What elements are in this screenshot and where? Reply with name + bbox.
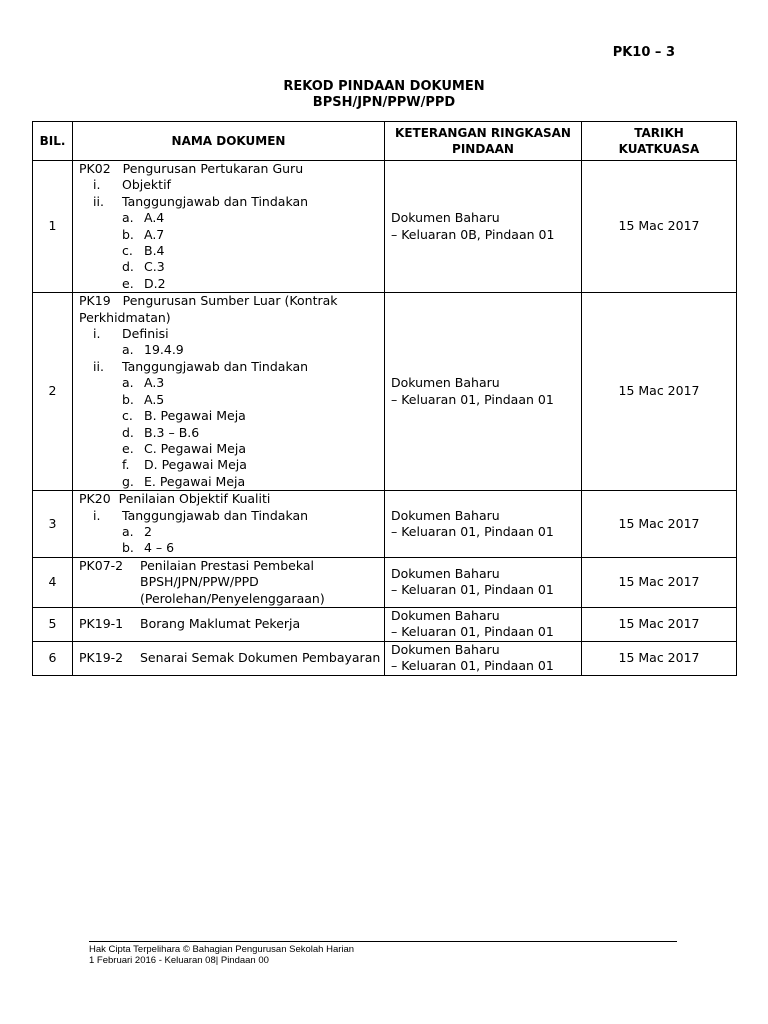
cell-tarikh: 15 Mac 2017 <box>582 607 737 641</box>
sub-marker: f. <box>122 457 130 473</box>
keterangan-line-1: Dokumen Baharu <box>391 607 500 623</box>
amendment-record-table <box>32 121 737 676</box>
sub-marker: d. <box>122 259 134 275</box>
list-item: Objektif <box>122 177 171 193</box>
doc-title-line: Penilaian Prestasi Pembekal <box>140 557 314 573</box>
cell-nama-dokumen <box>73 161 385 293</box>
cell-nama-dokumen <box>73 607 385 641</box>
cell-bil: 4 <box>33 557 73 607</box>
doc-title-line: (Perolehan/Penyelenggaraan) <box>140 590 325 606</box>
cell-tarikh: 15 Mac 2017 <box>582 491 737 558</box>
header-keterangan <box>385 122 582 161</box>
cell-tarikh: 15 Mac 2017 <box>582 557 737 607</box>
cell-nama-dokumen <box>73 491 385 558</box>
list-item: Definisi <box>122 326 169 342</box>
sub-marker: c. <box>122 408 133 424</box>
table-row <box>33 607 737 641</box>
cell-bil: 3 <box>33 491 73 558</box>
sub-item: D. Pegawai Meja <box>144 457 247 473</box>
keterangan-line-1: Dokumen Baharu <box>391 641 500 657</box>
header-keterangan-line-2: PINDAAN <box>452 142 514 156</box>
keterangan-line-2: – Keluaran 0B, Pindaan 01 <box>391 226 555 242</box>
sub-marker: e. <box>122 440 134 456</box>
sub-marker: b. <box>122 540 134 556</box>
cell-nama-dokumen <box>73 557 385 607</box>
table-header-row <box>33 122 737 161</box>
keterangan-line-1: Dokumen Baharu <box>391 507 500 523</box>
sub-marker: c. <box>122 243 133 259</box>
keterangan-line-2: – Keluaran 01, Pindaan 01 <box>391 582 554 598</box>
keterangan-line-1: Dokumen Baharu <box>391 375 500 391</box>
cell-keterangan <box>385 293 582 491</box>
header-nama-dokumen: NAMA DOKUMEN <box>73 122 385 161</box>
cell-keterangan <box>385 161 582 293</box>
header-keterangan-line-1: KETERANGAN RINGKASAN <box>395 125 571 140</box>
cell-keterangan <box>385 491 582 558</box>
sub-item: C.3 <box>144 259 165 275</box>
sub-marker: a. <box>122 342 134 358</box>
list-marker: i. <box>93 326 101 342</box>
sub-item: 4 – 6 <box>144 540 175 556</box>
header-tarikh-line-1: TARIKH <box>634 125 684 140</box>
document-title <box>0 79 768 111</box>
header-bil: BIL. <box>33 122 73 161</box>
sub-marker: b. <box>122 226 134 242</box>
sub-marker: b. <box>122 391 134 407</box>
sub-item: C. Pegawai Meja <box>144 440 246 456</box>
table-row <box>33 557 737 607</box>
table-row <box>33 293 737 491</box>
cell-keterangan <box>385 641 582 675</box>
doc-title: Borang Maklumat Pekerja <box>140 616 301 632</box>
sub-marker: a. <box>122 523 134 539</box>
keterangan-line-2: – Keluaran 01, Pindaan 01 <box>391 523 554 539</box>
keterangan-line-2: – Keluaran 01, Pindaan 01 <box>391 391 554 407</box>
doc-title: Pengurusan Pertukaran Guru <box>122 161 304 176</box>
doc-title: Senarai Semak Dokumen Pembayaran <box>140 649 381 665</box>
keterangan-line-2: – Keluaran 01, Pindaan 01 <box>391 624 554 640</box>
list-marker: i. <box>93 177 101 193</box>
sub-item: D.2 <box>144 275 166 291</box>
doc-title-continued: Perkhidmatan) <box>79 309 171 325</box>
sub-item: E. Pegawai Meja <box>144 473 246 489</box>
cell-bil: 5 <box>33 607 73 641</box>
title-line-1: REKOD PINDAAN DOKUMEN <box>283 79 485 94</box>
header-tarikh <box>582 122 737 161</box>
doc-code: PK19-1 <box>79 616 124 632</box>
cell-bil: 2 <box>33 293 73 491</box>
sub-item: A.3 <box>144 375 165 391</box>
keterangan-line-1: Dokumen Baharu <box>391 565 500 581</box>
sub-marker: a. <box>122 210 134 226</box>
doc-code: PK07-2 <box>79 557 124 573</box>
cell-tarikh: 15 Mac 2017 <box>582 161 737 293</box>
list-marker: ii. <box>93 358 104 374</box>
doc-code: PK20 <box>79 491 111 507</box>
sub-item: 19.4.9 <box>144 342 184 358</box>
sub-marker: a. <box>122 375 134 391</box>
doc-title-line: BPSH/JPN/PPW/PPD <box>140 574 259 590</box>
sub-item: A.4 <box>144 210 165 226</box>
list-marker: ii. <box>93 193 104 209</box>
sub-item: B.3 – B.6 <box>144 424 200 440</box>
page-footer <box>89 941 677 966</box>
cell-bil: 6 <box>33 641 73 675</box>
list-item: Tanggungjawab dan Tindakan <box>122 193 309 209</box>
keterangan-line-1: Dokumen Baharu <box>391 210 500 226</box>
cell-bil: 1 <box>33 161 73 293</box>
cell-nama-dokumen <box>73 641 385 675</box>
cell-keterangan <box>385 607 582 641</box>
doc-code: PK19 <box>79 293 111 309</box>
doc-title: Penilaian Objektif Kualiti <box>118 491 271 507</box>
table-row <box>33 161 737 293</box>
sub-item: B. Pegawai Meja <box>144 408 246 424</box>
sub-marker: d. <box>122 424 134 440</box>
sub-marker: e. <box>122 275 134 291</box>
document-code: PK10 – 3 <box>612 45 675 60</box>
title-line-2: BPSH/JPN/PPW/PPD <box>312 95 456 110</box>
sub-item: A.5 <box>144 391 165 407</box>
sub-item: B.4 <box>144 243 165 259</box>
revision-line: 1 Februari 2016 - Keluaran 08| Pindaan 00 <box>89 955 269 966</box>
doc-code: PK02 <box>79 161 111 176</box>
doc-title: Pengurusan Sumber Luar (Kontrak <box>122 293 338 309</box>
cell-nama-dokumen <box>73 293 385 491</box>
sub-item: A.7 <box>144 226 165 242</box>
table-row <box>33 641 737 675</box>
keterangan-line-2: – Keluaran 01, Pindaan 01 <box>391 658 554 674</box>
cell-tarikh: 15 Mac 2017 <box>582 641 737 675</box>
copyright-line: Hak Cipta Terpelihara © Bahagian Pengurusan Sekolah Harian <box>89 944 355 955</box>
sub-marker: g. <box>122 473 134 489</box>
list-marker: i. <box>93 507 101 523</box>
cell-keterangan <box>385 557 582 607</box>
sub-item: 2 <box>144 523 152 539</box>
doc-code: PK19-2 <box>79 649 124 665</box>
list-item: Tanggungjawab dan Tindakan <box>122 358 309 374</box>
list-item: Tanggungjawab dan Tindakan <box>122 507 309 523</box>
cell-tarikh: 15 Mac 2017 <box>582 293 737 491</box>
table-row <box>33 491 737 558</box>
header-tarikh-line-2: KUATKUASA <box>618 142 700 156</box>
